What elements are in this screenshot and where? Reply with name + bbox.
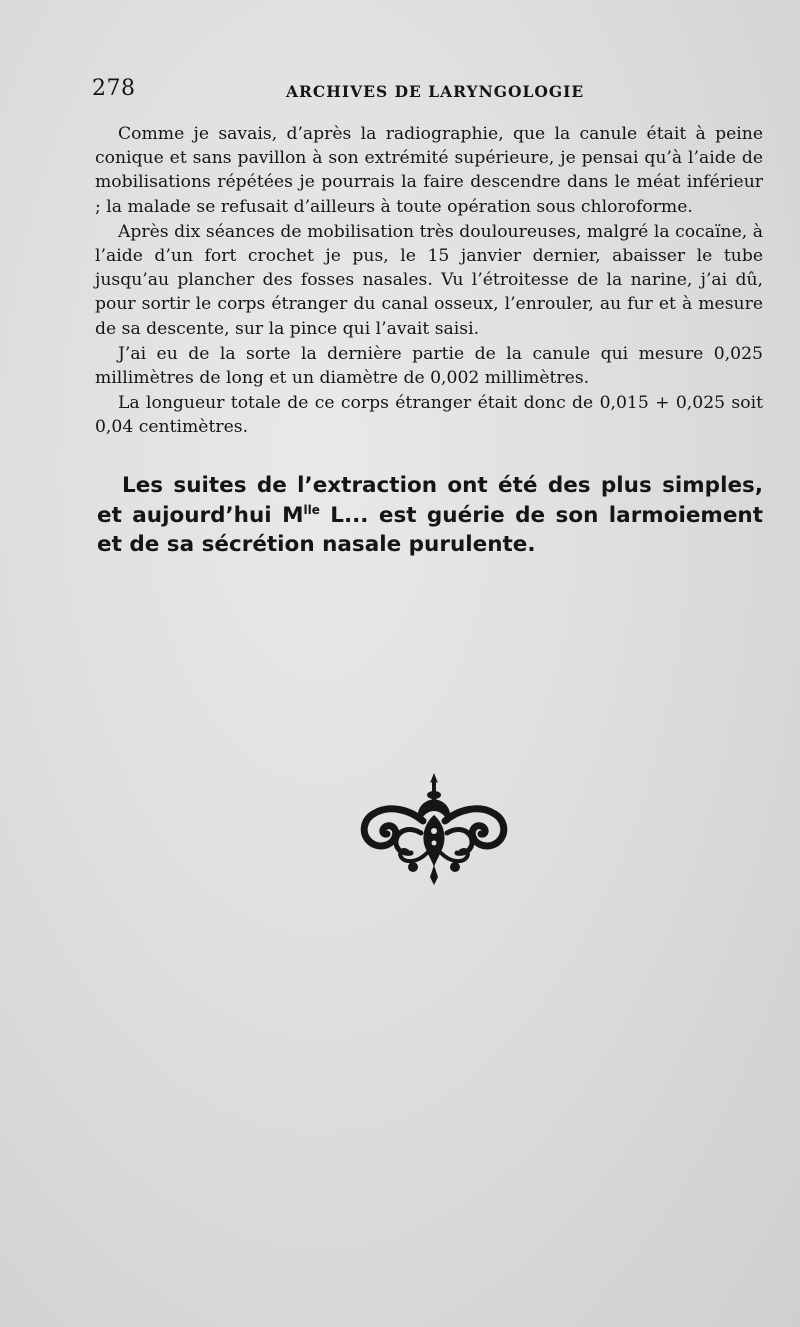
- conclusion-paragraph: [97, 471, 763, 560]
- fleuron-ornament-icon: [355, 771, 513, 887]
- conclusion-text-end: L... est guérie de son larmoiement et de sa sécrétion nasale purulente.: [97, 502, 763, 557]
- conclusion-text-start: Les suites de l’extraction ont été des plus simples, et aujourd’hui M: [97, 473, 763, 528]
- body-text: [95, 122, 763, 441]
- paragraph-total-length: La longueur totale de ce corps étranger était donc de 0,015 + 0,025 soit 0,04 centimètres.: [95, 393, 763, 438]
- paragraph-canule-part: J’ai eu de la sorte la dernière partie de la canule qui mesure 0,025 millimètres de long et un diamètre de 0,002 millimètres.: [95, 343, 763, 389]
- running-title: ARCHIVES DE LARYNGOLOGIE: [286, 82, 585, 101]
- paragraph-mobilisation: Après dix séances de mobilisation très douloureuses, malgré la cocaïne, à l’aide d’un fort crochet je pus, le 15 janvier dernier, abaisser le tube jusqu’au plancher des fosses nasales. Vu l’étroitesse de la narine, j’ai dû, pour sortir le corps étranger du canal osseux, l’enrouler, au fur et à mesure de sa descente, sur la pince qui l’avait saisi.: [95, 221, 763, 339]
- paragraph-radiography: Comme je savais, d’après la radiographie, que la canule était à peine conique et sans pavillon à son extrémité supérieure, je pensai qu’à l’aide de mobilisations répétées je pourrais la faire descendre dans le méat inférieur ; la malade se refusait d’ailleurs à toute opération sous chloroforme.: [95, 124, 763, 217]
- conclusion-superscript: lle: [303, 502, 320, 517]
- page-number: 278: [92, 76, 136, 101]
